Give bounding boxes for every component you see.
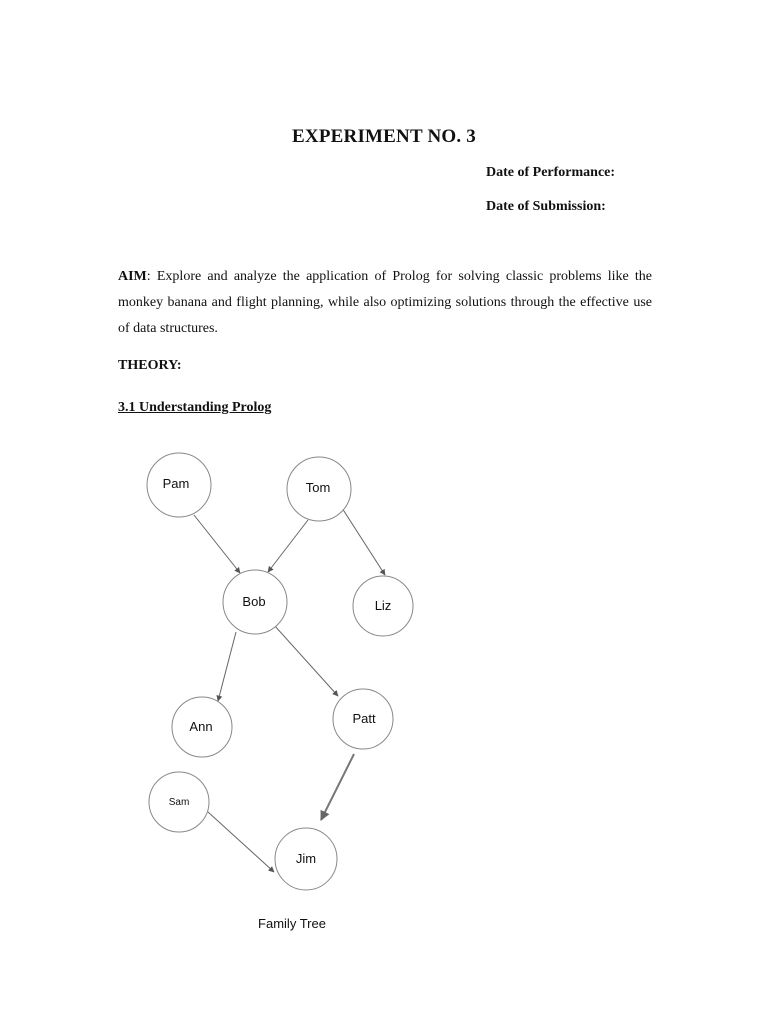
edge-patt-jim bbox=[321, 754, 354, 820]
node-bob-label: Bob bbox=[242, 594, 266, 609]
node-jim-label: Jim bbox=[295, 851, 317, 866]
edge-tom-liz bbox=[342, 508, 385, 575]
edge-bob-patt bbox=[274, 625, 338, 696]
aim-text: : Explore and analyze the application of Prolog for solving classic problems like the monkey banana and flight planning, while also optimizing solutions through the effective use of data structures. bbox=[118, 269, 652, 336]
edge-tom-bob bbox=[268, 520, 308, 572]
node-sam-label: Sam bbox=[168, 797, 190, 808]
section-heading: 3.1 Understanding Prolog bbox=[118, 400, 272, 415]
node-bob bbox=[223, 570, 287, 634]
node-liz-label: Liz bbox=[374, 598, 392, 613]
date-of-performance-label: Date of Performance: bbox=[486, 165, 616, 180]
node-patt-label: Patt bbox=[352, 711, 376, 726]
aim-label: AIM bbox=[118, 269, 147, 284]
node-liz bbox=[353, 576, 413, 636]
node-sam bbox=[149, 772, 209, 832]
node-tom bbox=[287, 457, 351, 521]
node-pam bbox=[147, 453, 211, 517]
experiment-title: EXPERIMENT NO. 3 bbox=[292, 126, 476, 147]
node-tom-label: Tom bbox=[305, 480, 331, 495]
diagram-caption: Family Tree bbox=[258, 916, 326, 931]
date-of-submission-label: Date of Submission: bbox=[486, 199, 606, 214]
theory-heading: THEORY: bbox=[118, 358, 182, 373]
edge-pam-bob bbox=[194, 515, 240, 573]
node-patt bbox=[333, 689, 393, 749]
node-ann bbox=[172, 697, 232, 757]
edge-sam-jim bbox=[208, 812, 274, 872]
node-pam-label: Pam bbox=[162, 476, 190, 491]
edge-bob-ann bbox=[218, 632, 236, 701]
node-jim bbox=[275, 828, 337, 890]
node-ann-label: Ann bbox=[189, 719, 213, 734]
